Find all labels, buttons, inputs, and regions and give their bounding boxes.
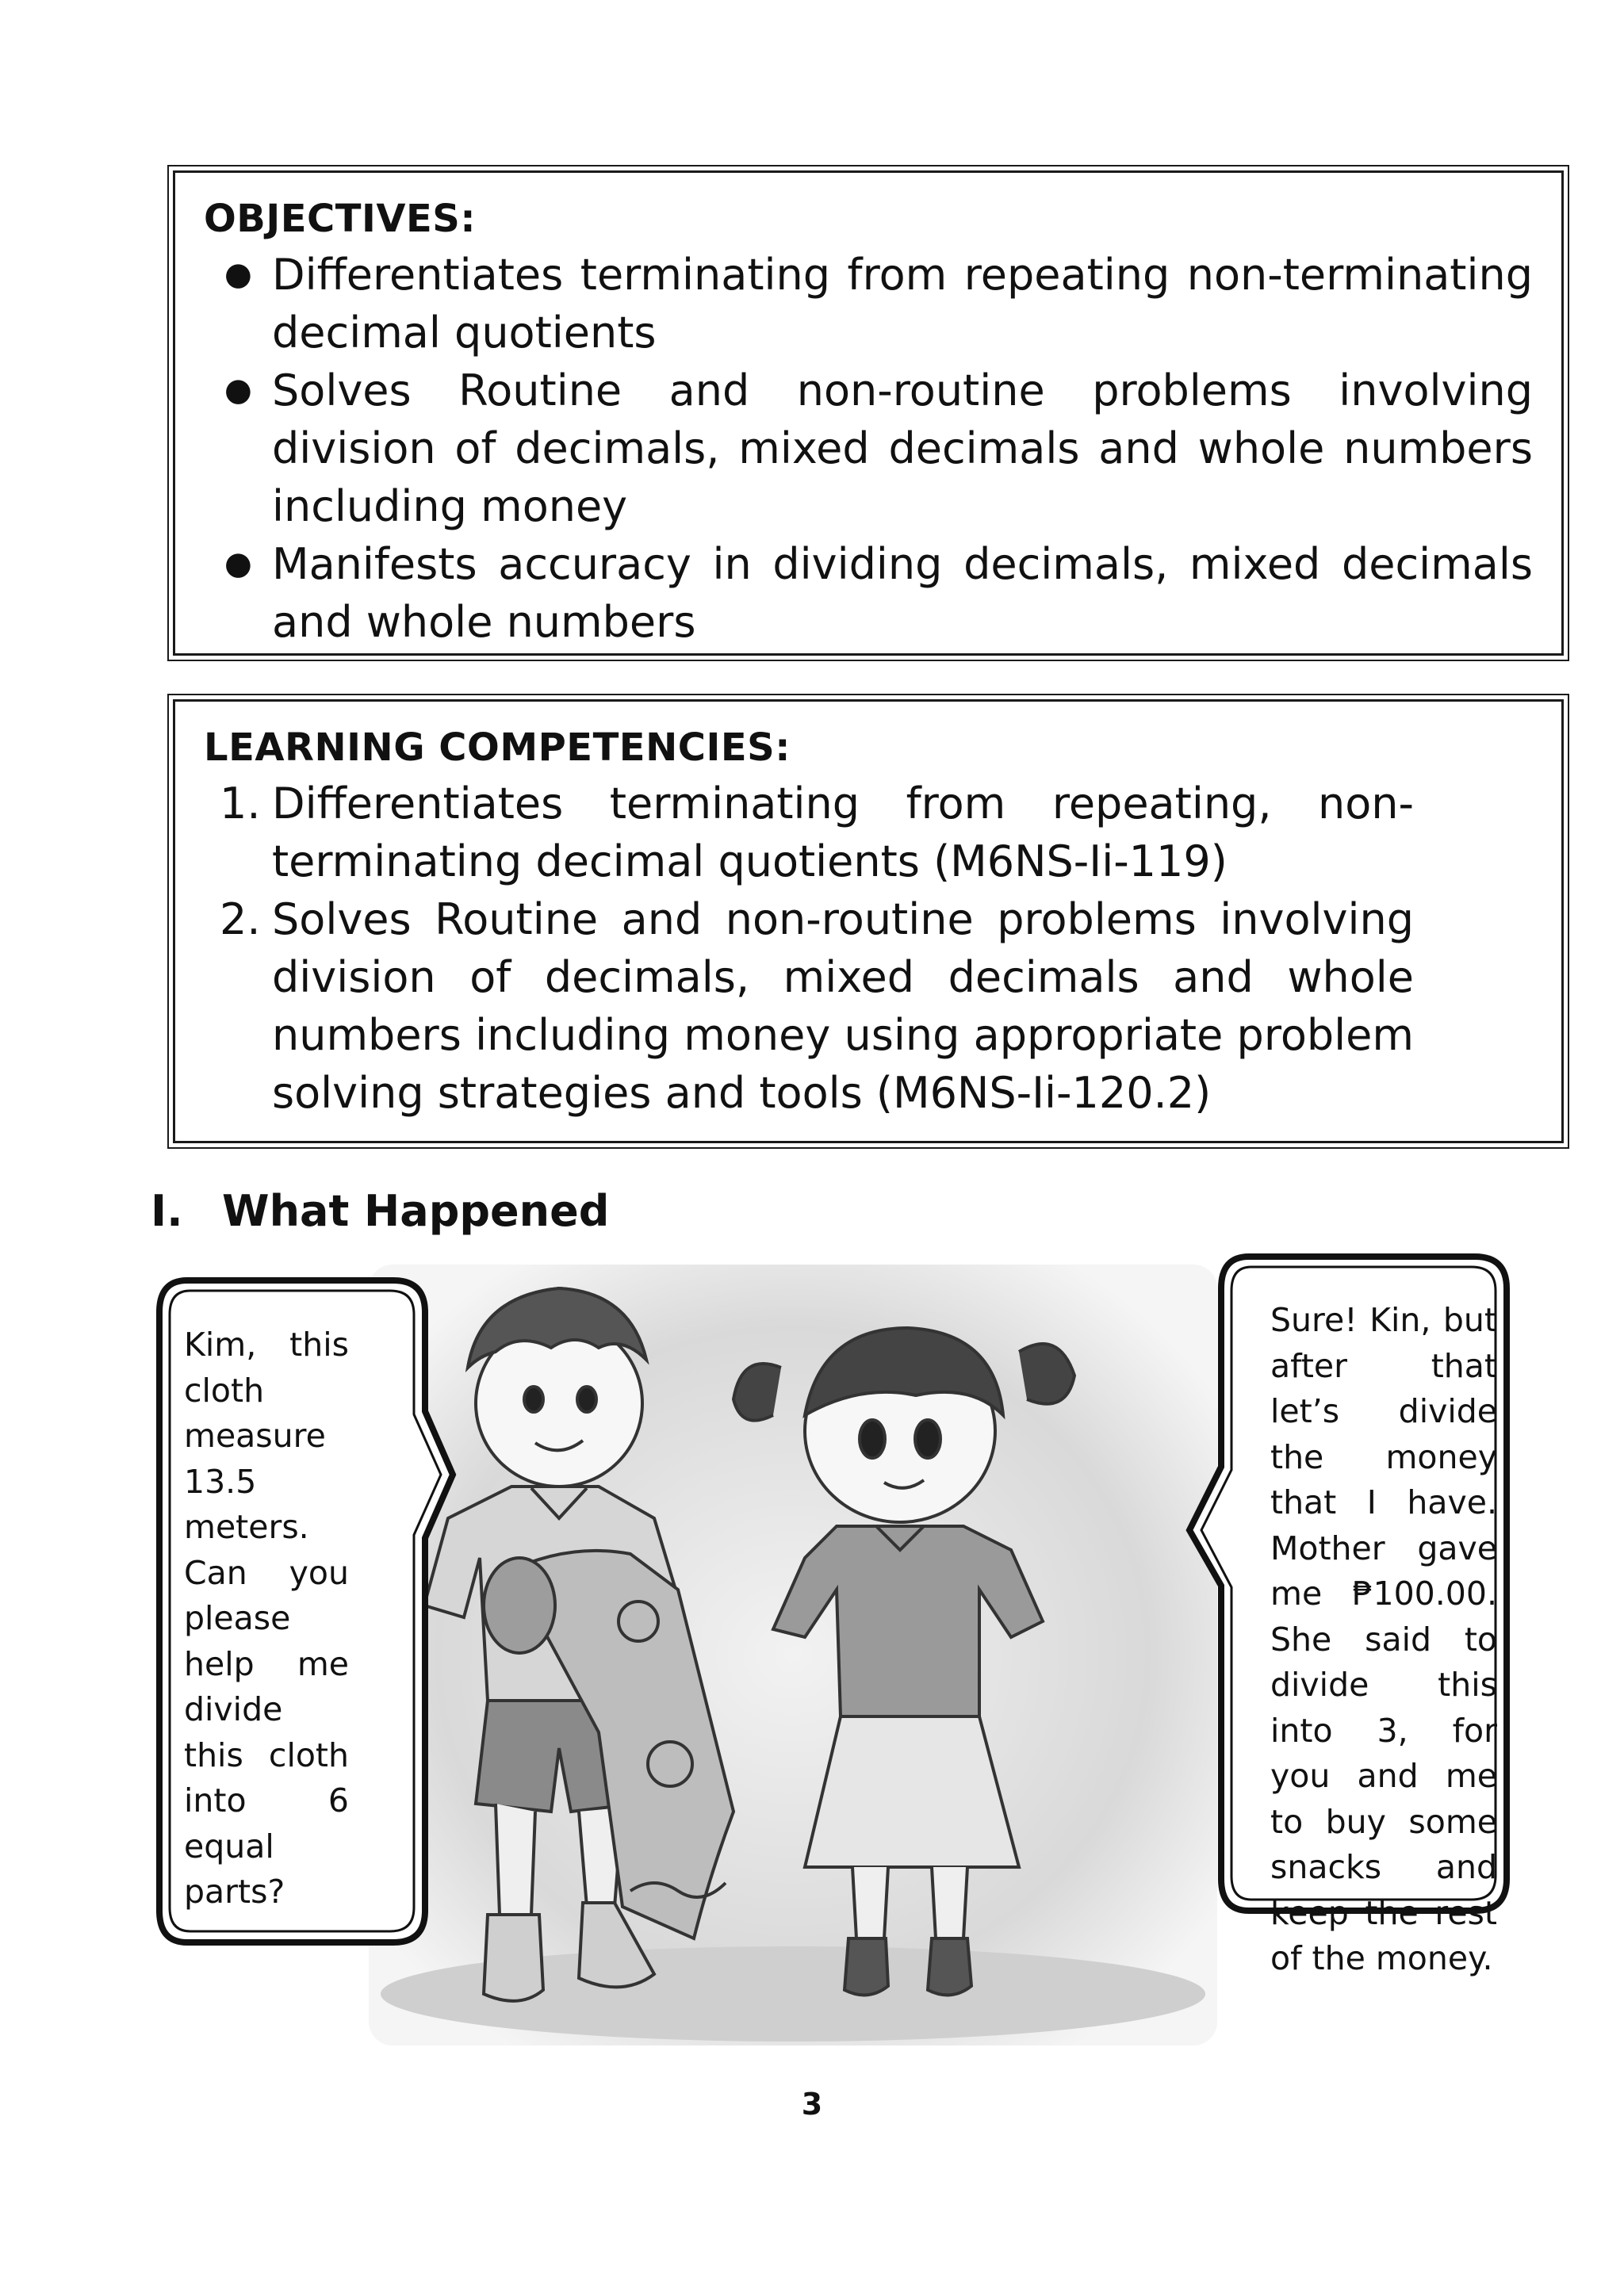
objectives-heading: OBJECTIVES: bbox=[204, 197, 477, 241]
competency-text: Solves Routine and non-routine problems involving division of decimals, mixed decimals and whole numbers including money using appropriate problem solving strategies and tools (M6NS-Ii-120.2) bbox=[272, 894, 1414, 1118]
competency-item bbox=[220, 890, 1414, 1122]
left-bubble-text: Kim, this cloth measure 13.5 meters. Can you please help me divide this cloth into 6 equal parts? bbox=[184, 1326, 349, 1911]
objectives-list bbox=[224, 246, 1533, 651]
competencies-list bbox=[220, 775, 1414, 1122]
bullet-icon: ● bbox=[224, 372, 252, 408]
objective-text: Solves Routine and non-routine problems involving division of decimals, mixed decimals and whole numbers including money bbox=[272, 365, 1533, 531]
objective-text: Differentiates terminating from repeating non-terminating decimal quotients bbox=[272, 250, 1533, 358]
bullet-icon: ● bbox=[224, 256, 252, 293]
objective-item bbox=[224, 535, 1533, 651]
right-bubble-text: Sure! Kin, but after that let’s divide the money that I have. Mother gave me ₱100.00. She said to divide this into 3, for you and me to buy some snacks and keep the rest of the money. bbox=[1270, 1301, 1497, 1977]
competencies-heading: LEARNING COMPETENCIES: bbox=[204, 725, 791, 770]
competencies-box bbox=[173, 699, 1564, 1143]
competency-item bbox=[220, 775, 1414, 890]
competency-number: 1. bbox=[220, 779, 261, 828]
objective-item bbox=[224, 362, 1533, 535]
objectives-box bbox=[173, 170, 1564, 656]
competency-number: 2. bbox=[220, 894, 261, 944]
section-title: What Happened bbox=[222, 1186, 610, 1236]
section-numeral: I. bbox=[151, 1186, 183, 1236]
page-number: 3 bbox=[801, 2087, 823, 2122]
bullet-icon: ● bbox=[224, 545, 252, 582]
objective-text: Manifests accuracy in dividing decimals, mixed decimals and whole numbers bbox=[272, 539, 1533, 647]
competency-text: Differentiates terminating from repeating, non-terminating decimal quotients (M6NS-Ii-119) bbox=[272, 779, 1414, 886]
objective-item bbox=[224, 246, 1533, 362]
children-illustration bbox=[361, 1257, 1225, 2053]
